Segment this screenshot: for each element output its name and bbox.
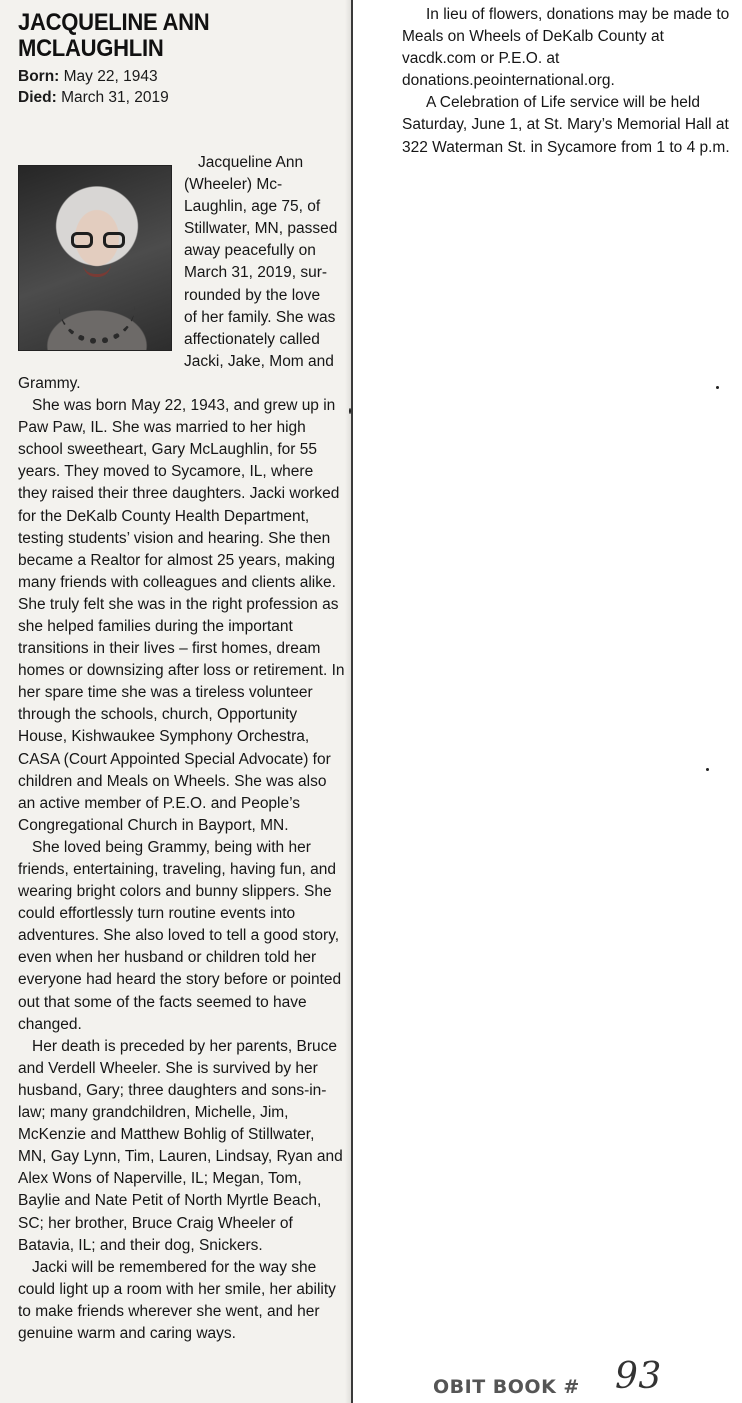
newspaper-clipping [0,0,353,1403]
intro-line: Laughlin, age 75, of [184,198,321,216]
intro-line: affectionately called [184,330,320,348]
intro-line: Jacqueline Ann [198,154,304,171]
died-line [18,87,348,108]
name-line-1: JACQUELINE ANN [18,9,210,36]
intro-line: rounded by the love [184,286,321,304]
handwritten-book-number: 93 [615,1356,662,1397]
born-label: Born: [18,68,60,85]
obit-book-stamp [433,1356,662,1398]
paragraph-service: A Celebration of Life service will be held Saturday, June 1, at St. Mary’s Memorial Hall at 322 Waterman St. in Sycamore from 1 to 4 p.m. [402,94,730,156]
intro-tail: Grammy. [18,374,81,392]
died-label: Died: [18,89,57,106]
paragraph-donations: In lieu of flowers, donations may be made to Meals on Wheels of DeKalb County at vacdk.com or P.E.O. at donations.peointernational.org. [402,6,730,90]
scan-speck [716,386,719,389]
intro-line: Jacki, Jake, Mom and [184,352,334,370]
obituary-column-right [402,4,732,159]
born-date: May 22, 1943 [63,68,158,85]
intro-line: away peacefully on [184,242,316,260]
scan-speck [706,768,709,771]
scan-speck [349,408,351,414]
obituary-column-left [18,9,348,1342]
paragraph-survivors: Her death is preceded by her parents, Bruce and Verdell Wheeler. She is survived by her husband, Gary; three daughters and sons-in-law; many grandchildren, Michelle, Jim, McKenzie and Matthew Bohlig of Stillwater, MN, Gay Lynn, Tim, Lauren, Lindsay, Ryan and Alex Wons of Naperville, IL; Megan, Tom, Baylie and Nate Petit of North Myrtle Beach, SC; her brother, Bruce Craig Wheeler of Batavia, IL; and their dog, Snickers. [18,1037,343,1254]
born-line [18,66,348,87]
paragraph-biography: She was born May 22, 1943, and grew up in Paw Paw, IL. She was married to her high school sweetheart, Gary McLaughlin, for 55 years. They moved to Sycamore, IL, where they raised their three daughters. Jacki worked for the DeKalb County Health Department, testing students’ vision and hearing. She then became a Realtor for almost 25 years, making many friends with colleagues and clients alike. She truly felt she was in the right profession as she helped families during the important transitions in their lives – first homes, dream homes or downsizing after loss or retirement. In her spare time she was a tireless volunteer through the schools, church, Opportunity House, Kishwaukee Symphony Orchestra, CASA (Court Appointed Special Advocate) for children and Meals on Wheels. She was also an active member of P.E.O. and People’s Congregational Church in Bayport, MN. [18,397,345,834]
paragraph-remembrance: Jacki will be remembered for the way she could light up a room with her smile, her ability to make friends wherever she went, and her genuine warm and caring ways. [18,1258,336,1342]
life-dates [18,66,348,108]
died-date: March 31, 2019 [61,89,169,106]
paragraph-interests: She loved being Grammy, being with her friends, entertaining, traveling, having fun, and wearing bright colors and bunny slippers. She could effortlessly turn routine events into adventures. She also loved to tell a good story, even when her husband or children told her everyone had heard the story before or pointed out that some of the facts seemed to have changed. [18,838,342,1033]
intro-line: March 31, 2019, sur- [184,264,328,282]
paragraph-intro [18,152,346,373]
name-line-2: MCLAUGHLIN [18,35,164,62]
intro-line: Stillwater, MN, passed [184,220,338,238]
intro-line: of her family. She was [184,308,336,326]
obituary-body [18,152,346,1345]
intro-line: (Wheeler) Mc- [184,176,283,194]
obituary-headline [18,10,315,62]
stamp-label: OBIT BOOK # [433,1376,580,1398]
